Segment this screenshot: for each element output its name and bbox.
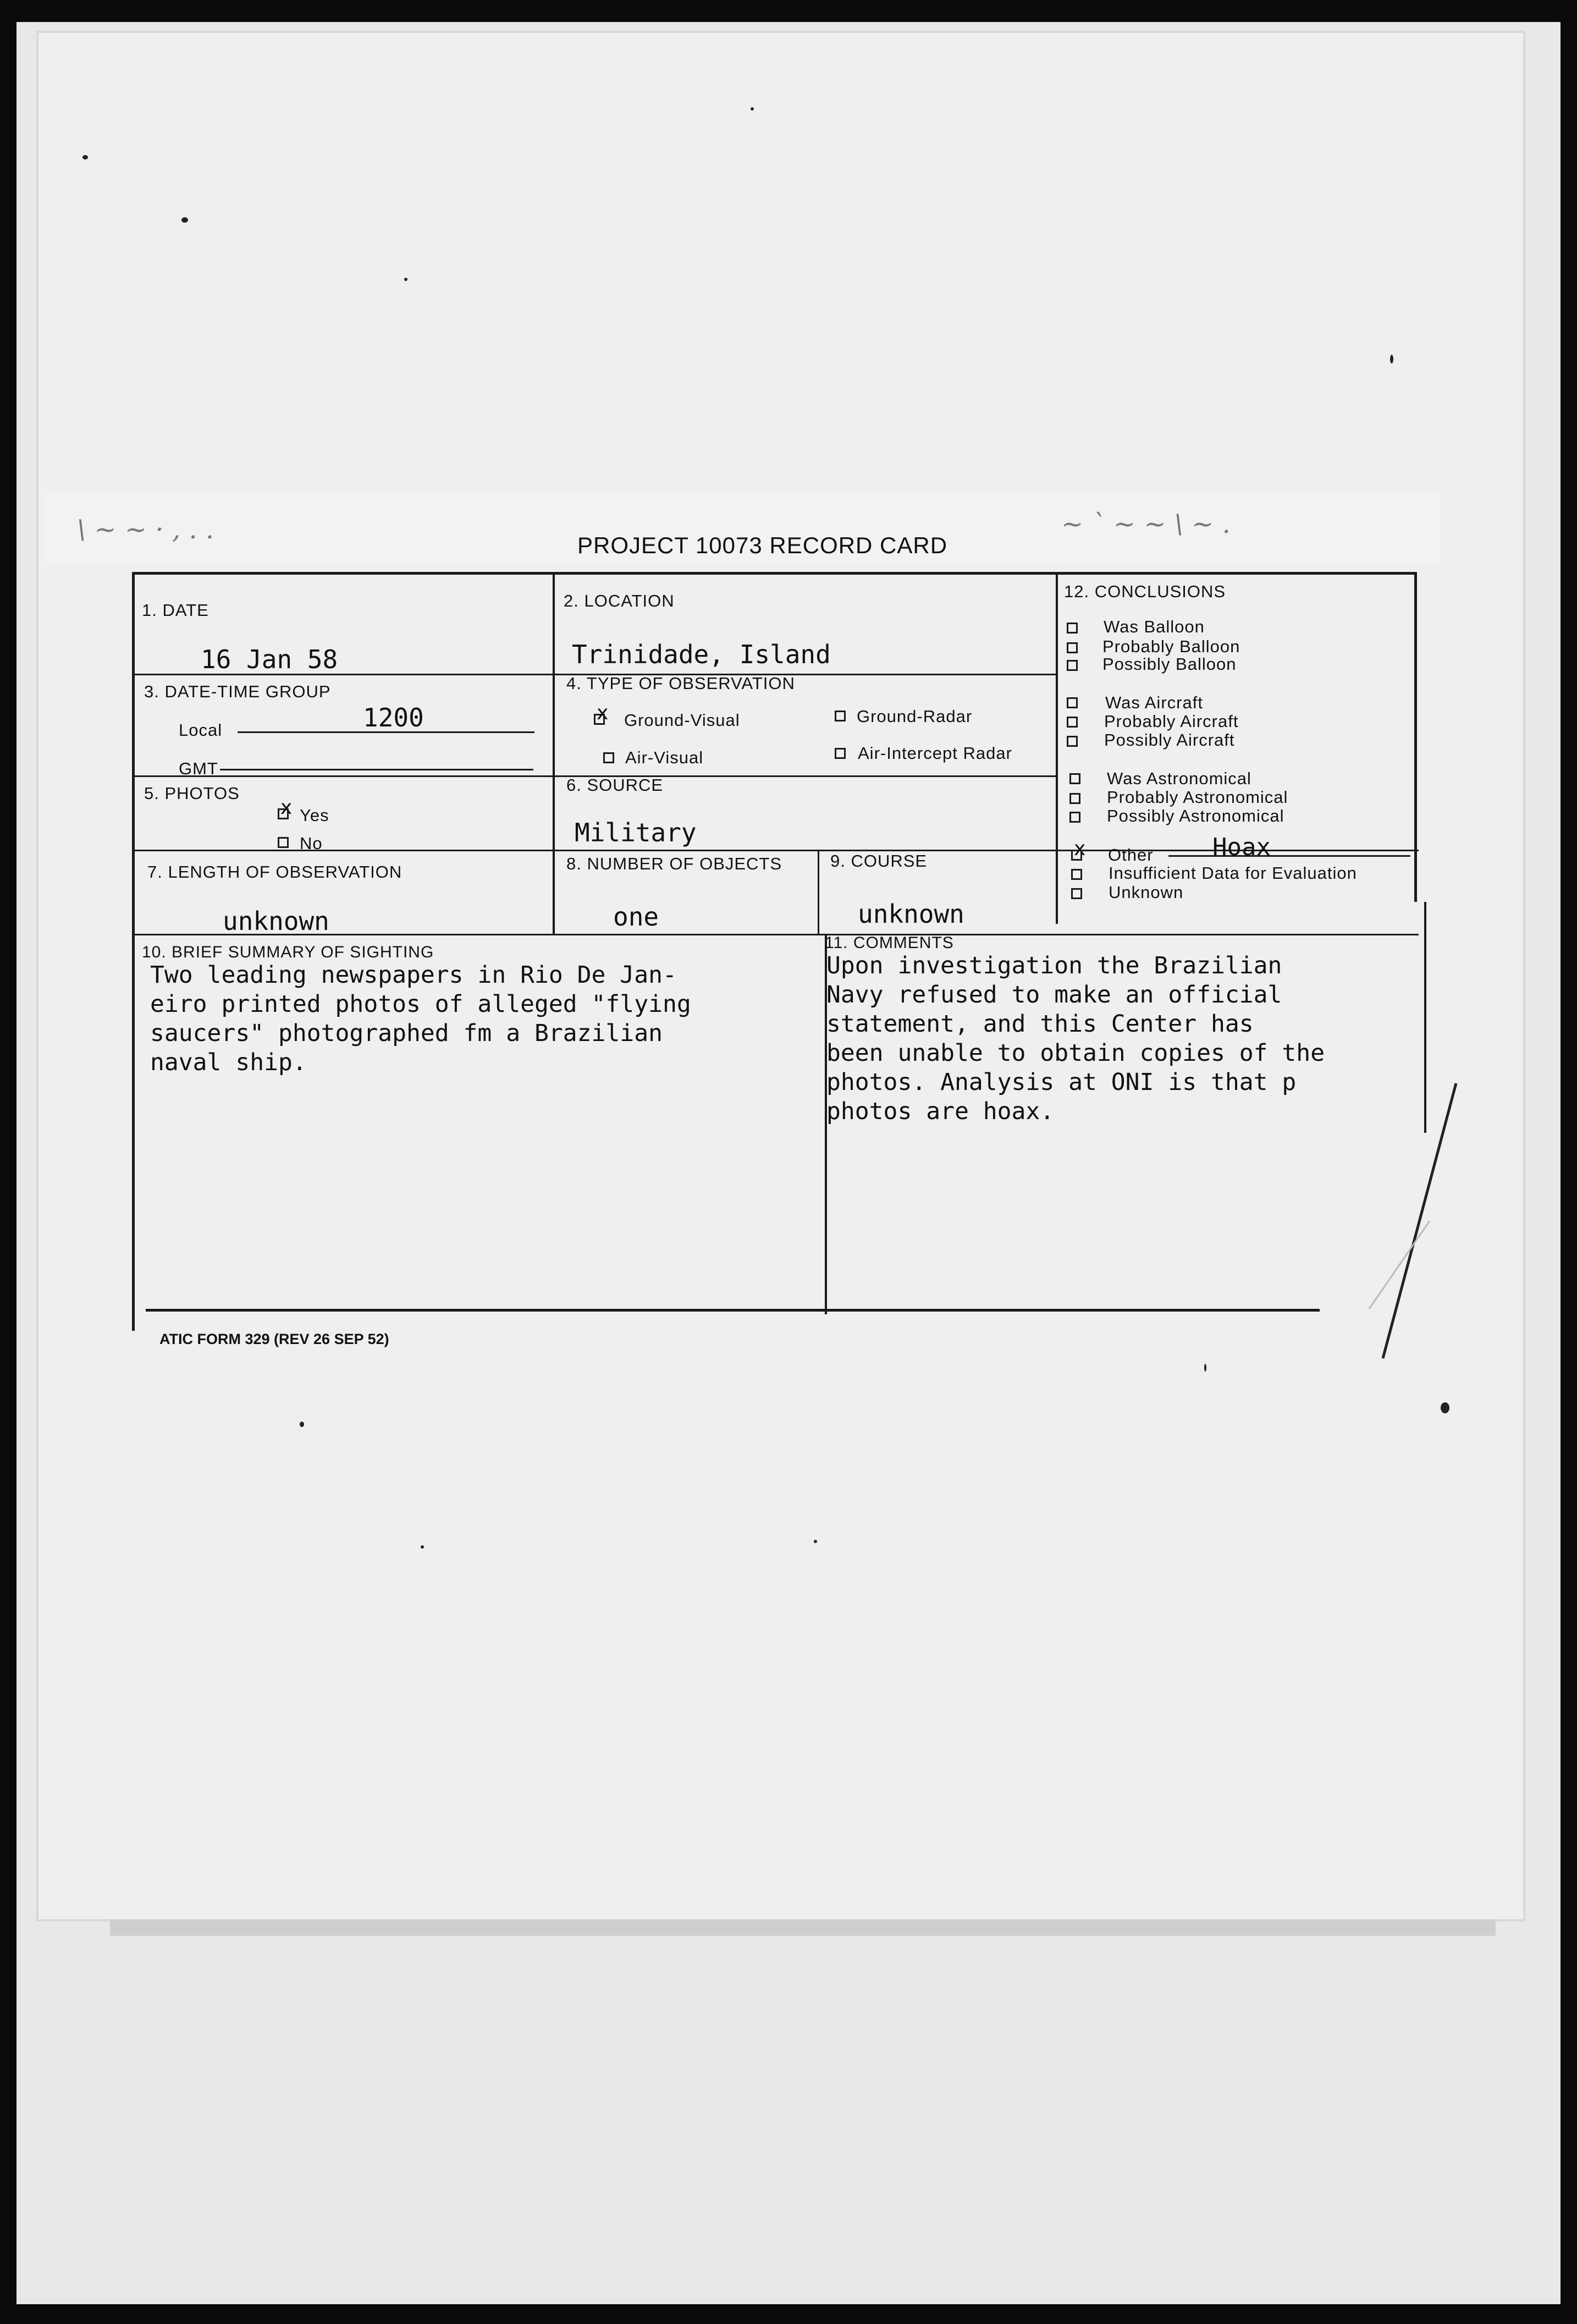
- handwritten-marks-left: \ ~ ~ · , . .: [77, 514, 214, 545]
- other-value: Hoax: [1212, 833, 1271, 861]
- summary-text: [150, 961, 691, 1077]
- dtg-local-label: Local: [179, 720, 223, 740]
- photos-yes-checkbox[interactable]: [278, 808, 289, 819]
- unknown-label: Unknown: [1109, 883, 1184, 902]
- summary-label: 10. BRIEF SUMMARY OF SIGHTING: [142, 943, 434, 961]
- ground-visual-label: Ground-Visual: [624, 711, 740, 730]
- photos-no-label: No: [300, 834, 323, 853]
- was-balloon-checkbox[interactable]: [1067, 623, 1078, 634]
- comments-text: [826, 951, 1325, 1126]
- photos-no-checkbox[interactable]: [278, 837, 289, 848]
- length-label: 7. LENGTH OF OBSERVATION: [147, 862, 402, 882]
- possibly-balloon-checkbox[interactable]: [1067, 660, 1078, 671]
- insufficient-data-label: Insufficient Data for Evaluation: [1109, 863, 1357, 883]
- form-border-right: [1414, 572, 1417, 902]
- summary-line: saucers" photographed fm a Brazilian: [150, 1020, 663, 1047]
- probably-astronomical-checkbox[interactable]: [1069, 793, 1080, 804]
- air-intercept-radar-checkbox[interactable]: [835, 748, 846, 759]
- form-border-bottom: [146, 1309, 1320, 1312]
- was-aircraft-label: Was Aircraft: [1105, 693, 1203, 712]
- form-border-left: [132, 572, 135, 1331]
- dtg-gmt-label: GMT: [179, 759, 218, 778]
- location-label: 2. LOCATION: [564, 591, 675, 610]
- ground-radar-label: Ground-Radar: [857, 707, 973, 726]
- was-balloon-label: Was Balloon: [1104, 617, 1205, 636]
- comments-line: statement, and this Center has: [826, 1010, 1254, 1038]
- film-speck: [1441, 1402, 1449, 1413]
- probably-aircraft-checkbox[interactable]: [1067, 717, 1078, 728]
- film-speck: [300, 1422, 304, 1427]
- objects-label: 8. NUMBER OF OBJECTS: [566, 854, 782, 873]
- date-value: 16 Jan 58: [201, 645, 338, 674]
- possibly-aircraft-label: Possibly Aircraft: [1104, 730, 1235, 750]
- dtg-local-value: 1200: [363, 703, 424, 733]
- ground-visual-checkbox[interactable]: [594, 714, 605, 725]
- comments-line: been unable to obtain copies of the: [826, 1039, 1325, 1067]
- film-speck: [181, 217, 188, 223]
- date-label: 1. DATE: [142, 601, 209, 620]
- summary-line: Two leading newspapers in Rio De Jan-: [150, 961, 677, 989]
- comments-line: photos are hoax.: [826, 1098, 1055, 1125]
- dtg-label: 3. DATE-TIME GROUP: [144, 682, 331, 701]
- probably-balloon-checkbox[interactable]: [1067, 642, 1078, 653]
- comments-line: photos. Analysis at ONI is that p: [826, 1069, 1297, 1096]
- film-speck: [1204, 1364, 1206, 1372]
- summary-line: naval ship.: [150, 1049, 307, 1076]
- air-visual-label: Air-Visual: [625, 748, 704, 767]
- was-astronomical-label: Was Astronomical: [1107, 769, 1251, 788]
- probably-astronomical-label: Probably Astronomical: [1107, 787, 1288, 807]
- torn-card-edge: [1364, 1072, 1474, 1364]
- film-speck: [82, 155, 88, 159]
- photos-yes-label: Yes: [300, 806, 329, 825]
- other-label: Other: [1108, 845, 1154, 864]
- air-intercept-radar-label: Air-Intercept Radar: [858, 744, 1012, 763]
- possibly-astronomical-label: Possibly Astronomical: [1107, 806, 1284, 825]
- was-aircraft-checkbox[interactable]: [1067, 697, 1078, 708]
- gmt-underline: [220, 769, 533, 770]
- comments-label: 11. COMMENTS: [825, 934, 954, 952]
- form-border-top: [132, 572, 1416, 575]
- other-checkbox[interactable]: [1071, 850, 1082, 861]
- divider-col2: [1056, 572, 1058, 924]
- film-speck: [751, 107, 754, 111]
- possibly-balloon-label: Possibly Balloon: [1102, 654, 1237, 674]
- conclusions-label: 12. CONCLUSIONS: [1064, 582, 1226, 601]
- divider-col1: [553, 572, 555, 935]
- photos-label: 5. PHOTOS: [144, 784, 240, 803]
- source-value: Military: [575, 818, 697, 847]
- air-visual-checkbox[interactable]: [603, 752, 614, 763]
- probably-balloon-label: Probably Balloon: [1102, 637, 1240, 656]
- film-speck: [814, 1540, 817, 1543]
- film-speck: [404, 278, 407, 281]
- possibly-astronomical-checkbox[interactable]: [1069, 812, 1080, 823]
- card-title: PROJECT 10073 RECORD CARD: [577, 532, 948, 558]
- course-label: 9. COURSE: [830, 851, 928, 871]
- handwritten-marks-right: ~ ` ~ ~ \ ~ .: [1061, 509, 1231, 539]
- film-speck: [421, 1545, 424, 1549]
- length-value: unknown: [223, 906, 329, 936]
- location-value: Trinidade, Island: [572, 640, 831, 669]
- source-label: 6. SOURCE: [566, 775, 664, 795]
- unknown-checkbox[interactable]: [1071, 888, 1082, 899]
- observation-type-label: 4. TYPE OF OBSERVATION: [566, 674, 795, 693]
- possibly-aircraft-checkbox[interactable]: [1067, 736, 1078, 747]
- summary-line: eiro printed photos of alleged "flying: [150, 990, 691, 1018]
- objects-value: one: [613, 902, 659, 932]
- comments-line: Upon investigation the Brazilian: [826, 952, 1282, 979]
- course-value: unknown: [858, 899, 964, 929]
- insufficient-data-checkbox[interactable]: [1071, 869, 1082, 880]
- other-underline: [1168, 855, 1410, 857]
- probably-aircraft-label: Probably Aircraft: [1104, 712, 1239, 731]
- film-speck: [1390, 355, 1393, 364]
- divider-col3: [818, 851, 819, 935]
- form-number: ATIC FORM 329 (REV 26 SEP 52): [159, 1331, 389, 1347]
- was-astronomical-checkbox[interactable]: [1069, 773, 1080, 784]
- ground-radar-checkbox[interactable]: [835, 711, 846, 722]
- comments-line: Navy refused to make an official: [826, 981, 1282, 1009]
- photo-edge-shadow: [110, 1919, 1496, 1936]
